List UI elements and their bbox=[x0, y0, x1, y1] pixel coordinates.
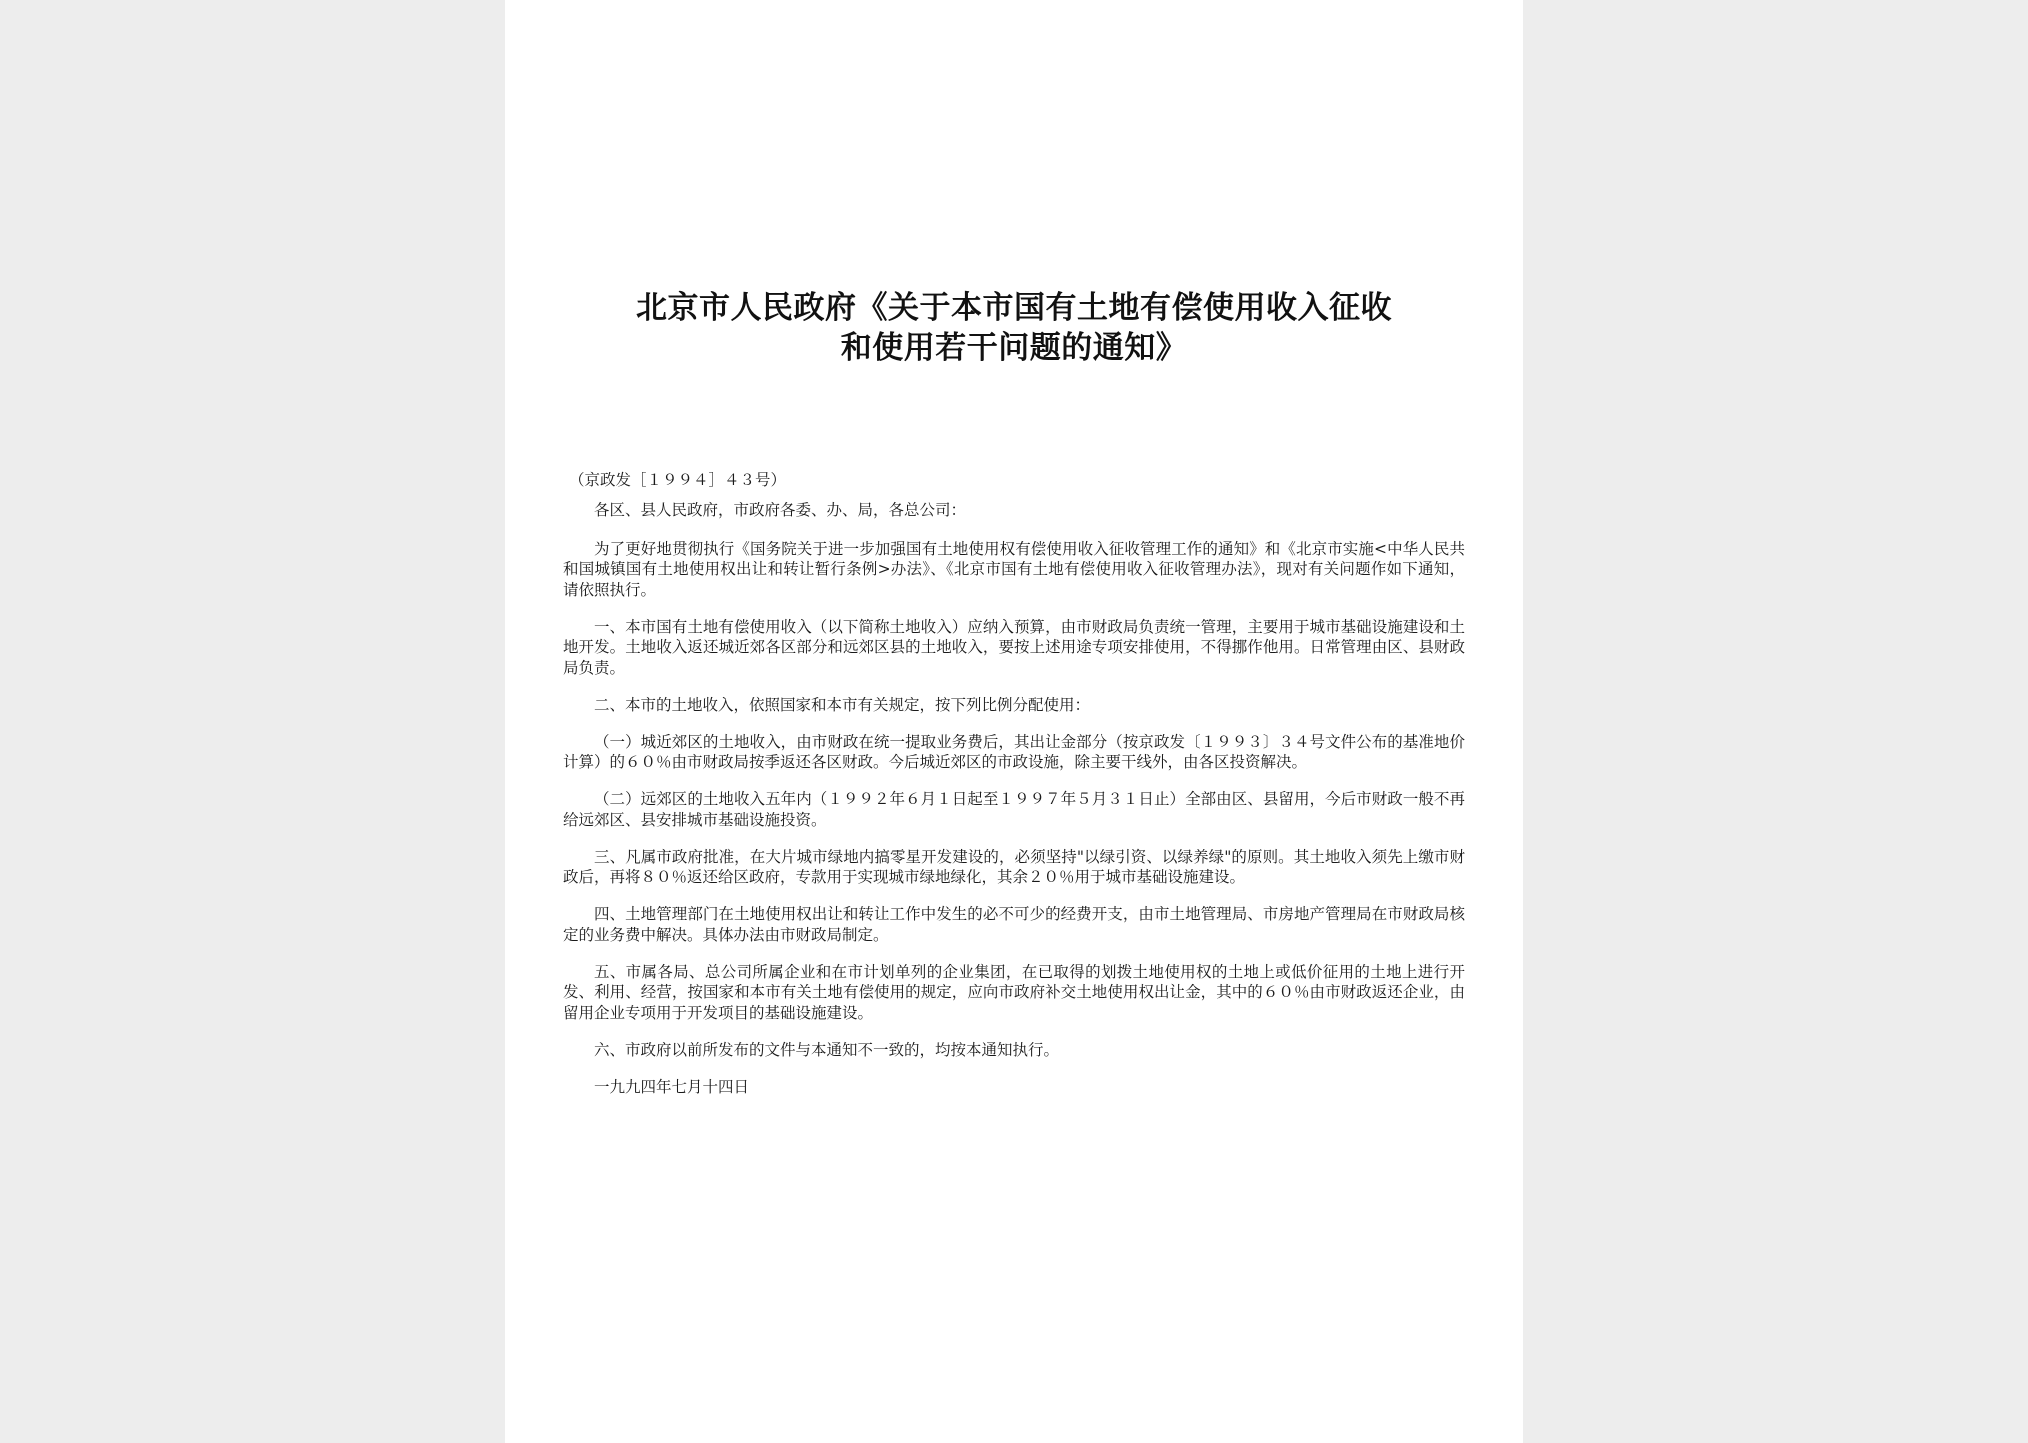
paragraph-item-6: 六、市政府以前所发布的文件与本通知不一致的，均按本通知执行。 bbox=[594, 1040, 1060, 1059]
paragraph-item-5: 五、市属各局、总公司所属企业和在市计划单列的企业集团，在已取得的划拨土地使用权的土地上或低价征用的土地上进行开发、利用、经营，按国家和本市有关土地有偿使用的规定，应向市政府补交土地使用权出让金，其中的６０％由市财政返还企业，由留用企业专项用于开发项目的基础设施建设。 bbox=[563, 962, 1465, 1022]
paragraph-intro: 为了更好地贯彻执行《国务院关于进一步加强国有土地使用权有偿使用收入征收管理工作的通知》和《北京市实施<中华人民共和国城镇国有土地使用权出让和转让暂行条例>办法》、《北京市国有土地有偿使用收入征收管理办法》，现对有关问题作如下通知，请依照执行。 bbox=[563, 539, 1465, 599]
title-line-1: 北京市人民政府《关于本市国有土地有偿使用收入征收 bbox=[636, 290, 1392, 326]
title-line-2: 和使用若干问题的通知》 bbox=[840, 330, 1188, 366]
document-number: （京政发［１９９４］４３号） bbox=[569, 471, 787, 489]
document-body bbox=[563, 500, 1465, 1114]
paragraph-item-4: 四、土地管理部门在土地使用权出让和转让工作中发生的必不可少的经费开支，由市土地管理局、市房地产管理局在市财政局核定的业务费中解决。具体办法由市财政局制定。 bbox=[563, 905, 1465, 944]
paragraph-item-2-sub-2: （二）远郊区的土地收入五年内（１９９２年６月１日起至１９９７年５月３１日止）全部由区、县留用，今后市财政一般不再给远郊区、县安排城市基础设施投资。 bbox=[563, 790, 1465, 829]
document-title bbox=[545, 288, 1483, 368]
document-page bbox=[505, 0, 1523, 1443]
paragraph-item-2: 二、本市的土地收入，依照国家和本市有关规定，按下列比例分配使用： bbox=[594, 695, 1091, 714]
salutation: 各区、县人民政府，市政府各委、办、局，各总公司： bbox=[594, 501, 967, 519]
document-date: 一九九四年七月十四日 bbox=[594, 1077, 750, 1096]
paragraph-item-2-sub-1: （一）城近郊区的土地收入，由市财政在统一提取业务费后，其出让金部分（按京政发〔１９９３〕３４号文件公布的基准地价计算）的６０％由市财政局按季返还各区财政。今后城近郊区的市政设施，除主要干线外，由各区投资解决。 bbox=[563, 732, 1465, 771]
paragraph-item-1: 一、本市国有土地有偿使用收入（以下简称土地收入）应纳入预算，由市财政局负责统一管理，主要用于城市基础设施建设和土地开发。土地收入返还城近郊各区部分和远郊区县的土地收入，要按上述用途专项安排使用，不得挪作他用。日常管理由区、县财政局负责。 bbox=[563, 617, 1465, 677]
paragraph-item-3: 三、凡属市政府批准，在大片城市绿地内搞零星开发建设的，必须坚持"以绿引资、以绿养绿"的原则。其土地收入须先上缴市财政后，再将８０％返还给区政府，专款用于实现城市绿地绿化，其余２０％用于城市基础设施建设。 bbox=[563, 847, 1465, 886]
